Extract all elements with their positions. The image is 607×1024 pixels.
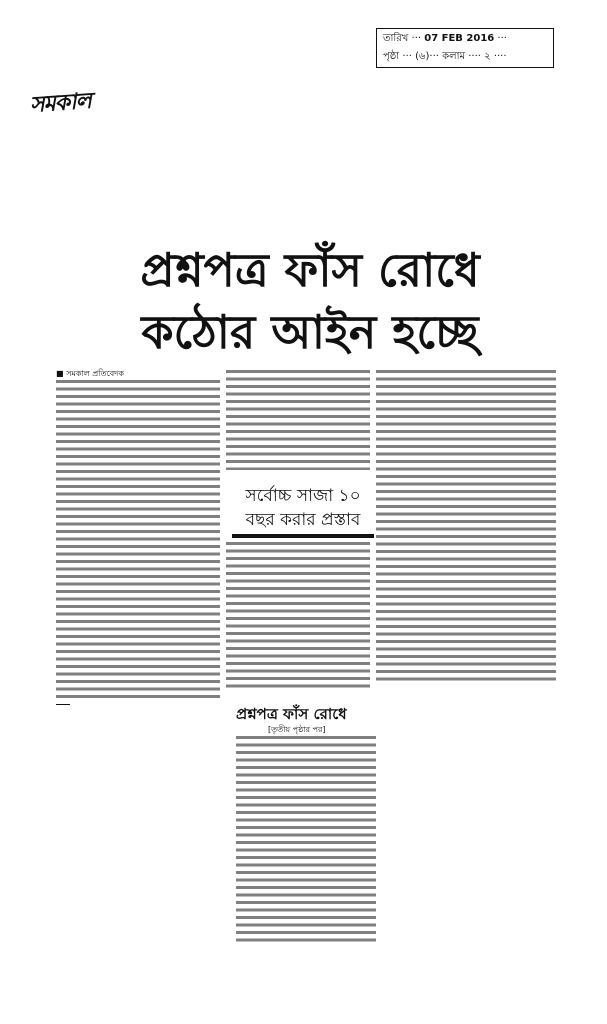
continuation-heading: প্রশ্নপত্র ফাঁস রোধে [236,705,347,723]
pullquote-box [232,484,374,538]
byline: ■ সমকাল প্রতিবেদক [56,369,124,378]
continuation-body [236,736,376,942]
date-label: তারিখ [383,33,409,44]
headline-line-1: প্রশ্নপত্র ফাঁস রোধে [140,243,480,297]
column-label: কলাম [442,51,466,62]
pullquote-line-2: বছর করার প্রস্তাব [245,510,361,530]
masthead-logo: সমকাল [29,88,92,119]
body-column-2-bottom [226,542,370,690]
date-stamp: তারিখ ··· 07 FEB 2016 ··· পৃষ্ঠা ··· (৬)··· কলাম ···· ২ ···· [376,28,554,68]
pullquote-line-1: সর্বোচ্চ সাজা ১০ [245,486,361,506]
page-label: পৃষ্ঠা [383,51,400,62]
date-value: 07 FEB 2016 [424,33,495,44]
headline-line-2: কঠোর আইন হচ্ছে [141,305,479,359]
body-column-2-top [226,370,370,470]
divider [56,704,70,705]
body-column-3 [376,370,556,682]
body-column-1 [56,380,220,698]
column-value: ২ [484,51,491,62]
continuation-subheading: [তৃতীয় পৃষ্ঠার পর] [268,725,326,734]
page-value: ৬ [419,51,426,62]
